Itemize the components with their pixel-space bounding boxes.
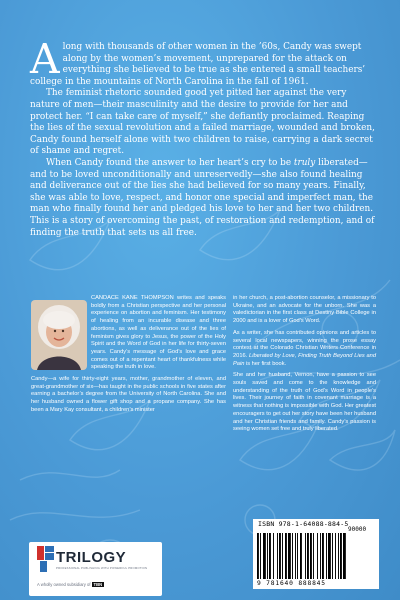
blurb-paragraph-2: The feminist rhetoric sounded good yet pitted her against the very nature of men—their masculinity and the desire to provide for her and protect her. “I can take care of myself,” she defiantly proclaimed. Reaping the lies of the sexual revolution and a failed marriage, wounded and broken, Candy found herself alone with two children to raise, carrying a dark secret of shame and regret. <box>30 88 375 157</box>
barcode-bar <box>282 533 283 579</box>
barcode-bar <box>263 533 266 579</box>
blurb-paragraph-1: Along with thousands of other women in the ’60s, Candy was swept along by the women’s movement, unprepared for the attack on everything she believed to be true as she entered a small teachers’ college in the mountains of North Carolina in the fall of 1961. <box>30 35 366 87</box>
barcode-bar <box>310 533 312 579</box>
tbn-logo: TBN <box>93 582 103 587</box>
barcode-bar <box>277 533 278 579</box>
barcode-bar <box>343 533 346 579</box>
blurb-paragraph-3: When Candy found the answer to her heart’s cry to be truly liberated—and to be loved unconditionally and unreservedly—she also found healing and deliverance out of the lies she had believed for so many years. Finally, she was able to love, respect, and honor one special and imperfect man, the man who finally found her and pledged his love to her and her two children. This is a story of overcoming the past, of restoration and redemption, and of finding the truth that sets us all free. <box>30 157 375 238</box>
publisher-logo <box>29 542 162 596</box>
author-bio-right-column <box>233 295 376 438</box>
barcode-bar <box>317 533 318 579</box>
barcode-bar <box>300 533 302 579</box>
barcode-bar <box>305 533 306 579</box>
barcode-bar <box>338 533 339 579</box>
barcode-bar <box>313 533 314 579</box>
publisher-subsidiary-note: A wholly owned subsidiary of TBN <box>37 582 103 587</box>
publisher-tagline: PROFESSIONAL PUBLISHING WITH POWERFUL PROMOTION <box>56 566 148 570</box>
bio-paragraph-4: As a writer, she has contributed opinions and articles to several local newspapers, winning the prose essay contest at the Colorado Christian Writers Conference in 2016. Liberated by Love, Finding Truth Beyond Lies and Pain is her first book. <box>233 329 376 367</box>
barcode-bar <box>326 533 327 579</box>
barcode-bar <box>285 533 287 579</box>
drop-cap: A <box>30 35 60 83</box>
barcode-bar <box>267 533 268 579</box>
bio-paragraph-3: in her church, a post-abortion counselor, a missionary to Ukraine, and an advocate for the unborn. She was a valedictorian in the first class at Destiny Bible College in 2000 and is a lover of God’s Word. <box>233 295 376 325</box>
barcode-bar <box>269 533 271 579</box>
author-bio-left-column <box>31 295 226 419</box>
trilogy-mark-icon <box>37 546 54 572</box>
publisher-name: TRILOGY <box>56 549 127 566</box>
barcode-bar <box>257 533 259 579</box>
barcode-bar <box>307 533 309 579</box>
barcode-bar <box>292 533 293 579</box>
barcode-bars <box>257 533 375 579</box>
barcode-bar <box>295 533 296 579</box>
barcode-bar <box>320 533 321 579</box>
bio-paragraph-1: CANDACE KANE THOMPSON writes and speaks boldly from a Christian perspective and her personal experience on abortion and feminism. Her testimony of healing from an incurable disease and three abortions, as well as deliverance out of the lies of feminism gives glory to Jesus, the power of the Holy Spirit and the Word of God in her life for thirty-seven years. Candy’s message of God’s love and grace comes out of a repentant heart of thankfulness while speaking the truth in love. <box>91 295 226 371</box>
isbn-number: ISBN 978-1-64088-884-5 <box>258 520 349 528</box>
barcode-bar <box>328 533 331 579</box>
barcode-bar <box>279 533 281 579</box>
barcode-bar <box>260 533 261 579</box>
barcode-bar <box>335 533 336 579</box>
barcode-bar <box>322 533 324 579</box>
barcode-bar <box>297 533 298 579</box>
barcode-bar <box>273 533 274 579</box>
barcode-bar <box>332 533 333 579</box>
bio-paragraph-2: Candy—a wife for thirty-eight years, mother, grandmother of eleven, and great-grandmother of six—has taught in the public schools in five states after earning a bachelor’s degree from the University of North Carolina. She and her husband owned a flower gift shop and a propane company. She has been a Mary Kay consultant, a children’s minister <box>31 376 226 413</box>
back-cover-blurb <box>30 35 376 239</box>
book-title: Liberated by Love, Finding Truth Beyond Lies and Pain <box>233 352 376 367</box>
bio-paragraph-5: She and her husband, Vernon, have a passion to see souls saved and come to the knowledge and understanding of the truth of God’s Word in people’s lives. Their journey of faith in covenant marriage is a witness that nothing is impossible with God. Her greatest encouragers to get out her story have been her husband and her Christian friends and family. Candy’s passion is seeing women set free and truly liberated. <box>233 372 376 433</box>
barcode-bar <box>340 533 342 579</box>
price-addon: 90000 <box>348 526 367 533</box>
barcode-bar <box>288 533 291 579</box>
isbn-barcode <box>253 519 379 589</box>
author-name: CANDACE KANE THOMPSON <box>91 295 174 301</box>
barcode-digits: 9 781640 888845 <box>257 580 326 587</box>
